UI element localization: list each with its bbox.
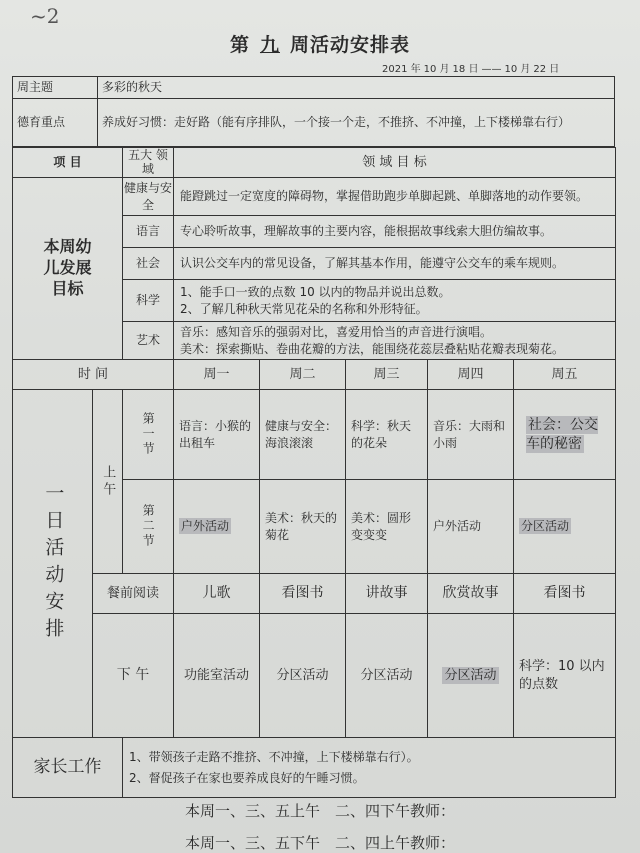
dev-goals-text: 本周幼儿发展目标 bbox=[43, 237, 92, 298]
domain-language: 语言 bbox=[123, 216, 174, 248]
day-mon: 周一 bbox=[174, 360, 260, 390]
date-end-day: 22 日 bbox=[533, 64, 560, 75]
goals-header: 领 域 目 标 bbox=[174, 148, 616, 178]
goal-health: 能蹬跳过一定宽度的障碍物，掌握借助跑步单脚起跳、单脚落地的动作要领。 bbox=[174, 178, 616, 216]
goal-science-1: 1、能手口一致的点数 10 以内的物品并说出总数。 bbox=[180, 285, 451, 300]
date-range bbox=[382, 60, 562, 75]
reading-wed: 讲故事 bbox=[346, 574, 428, 614]
p2-wed: 美术：圆形变变变 bbox=[346, 480, 428, 574]
domain-science: 科学 bbox=[123, 280, 174, 322]
p1-wed: 科学：秋天的花朵 bbox=[346, 390, 428, 480]
pm-thu-text: 分区活动 bbox=[444, 667, 497, 683]
pm-tue: 分区活动 bbox=[260, 614, 346, 738]
footer-teacher-am: 本周一、三、五上午 二、四下午教师： bbox=[184, 802, 455, 820]
p2-fri bbox=[514, 480, 616, 574]
theme-label: 周主题 bbox=[13, 77, 98, 99]
footer-teacher-pm: 本周一、三、五下午 二、四上午教师： bbox=[184, 834, 455, 852]
goal-art-2: 美术：探索撕贴、卷曲花瓣的方法，能围绕花蕊层叠粘贴花瓣表现菊花。 bbox=[180, 341, 565, 356]
pm-fri: 科学：10 以内的点数 bbox=[514, 614, 616, 738]
corner-mark: ~2 bbox=[30, 4, 60, 28]
parents-line-2: 2、督促孩子在家也要养成良好的午睡习惯。 bbox=[129, 770, 365, 785]
reading-fri: 看图书 bbox=[514, 574, 616, 614]
period-1-label bbox=[123, 390, 174, 480]
dev-goals-label bbox=[13, 178, 123, 360]
day-thu: 周四 bbox=[428, 360, 514, 390]
daily-schedule-text: 一日活动安排 bbox=[42, 482, 65, 645]
domain-health: 健康与安全 bbox=[123, 178, 174, 216]
reading-thu: 欣赏故事 bbox=[428, 574, 514, 614]
p1-thu: 音乐：大雨和小雨 bbox=[428, 390, 514, 480]
goal-language: 专心聆听故事，理解故事的主要内容，能根据故事线索大胆仿编故事。 bbox=[174, 216, 616, 248]
reading-tue: 看图书 bbox=[260, 574, 346, 614]
p2-thu: 户外活动 bbox=[428, 480, 514, 574]
title-week-number: 九 bbox=[259, 34, 280, 56]
goal-art bbox=[174, 322, 616, 360]
daily-schedule-label bbox=[13, 390, 93, 738]
goal-art-1: 音乐：感知音乐的强弱对比，喜爱用恰当的声音进行演唱。 bbox=[180, 325, 493, 340]
title-suffix: 周活动安排表 bbox=[290, 34, 411, 56]
period-2-label bbox=[123, 480, 174, 574]
afternoon-label: 下 午 bbox=[93, 614, 174, 738]
pm-mon: 功能室活动 bbox=[174, 614, 260, 738]
pm-thu bbox=[428, 614, 514, 738]
domain-art: 艺术 bbox=[123, 322, 174, 360]
p2-mon bbox=[174, 480, 260, 574]
day-fri: 周五 bbox=[514, 360, 616, 390]
day-wed: 周三 bbox=[346, 360, 428, 390]
parents-label: 家长工作 bbox=[13, 738, 123, 798]
date-year: 2021 年 bbox=[382, 64, 421, 75]
morning-label bbox=[93, 390, 123, 574]
title-prefix: 第 bbox=[229, 34, 250, 56]
day-tue: 周二 bbox=[260, 360, 346, 390]
parents-content bbox=[123, 738, 616, 798]
date-start-month: 10 月 bbox=[423, 64, 450, 75]
p1-mon: 语言：小猴的出租车 bbox=[174, 390, 260, 480]
p1-fri bbox=[514, 390, 616, 480]
goal-social: 认识公交车内的常见设备，了解其基本作用，能遵守公交车的乘车规则。 bbox=[174, 248, 616, 280]
p1-fri-text: 社会：公交车的秘密 bbox=[526, 416, 598, 452]
period-2-text: 第二节 bbox=[141, 504, 156, 549]
reading-label: 餐前阅读 bbox=[93, 574, 174, 614]
time-header: 时 间 bbox=[13, 360, 174, 390]
p2-fri-text: 分区活动 bbox=[521, 519, 570, 534]
theme-value: 多彩的秋天 bbox=[98, 77, 615, 99]
project-header: 项 目 bbox=[13, 148, 123, 178]
reading-mon: 儿歌 bbox=[174, 574, 260, 614]
date-start-day: 18 日 bbox=[452, 64, 479, 75]
moral-label: 德育重点 bbox=[13, 99, 98, 147]
domains-header: 五大 领域 bbox=[123, 148, 174, 178]
goal-science bbox=[174, 280, 616, 322]
moral-value: 养成好习惯：走好路（能有序排队，一个接一个走，不推挤、不冲撞，上下楼梯靠右行） bbox=[98, 99, 615, 147]
domain-social: 社会 bbox=[123, 248, 174, 280]
date-end-month: 10 月 bbox=[504, 64, 531, 75]
parents-line-1: 1、带领孩子走路不推挤、不冲撞，上下楼梯靠右行）。 bbox=[129, 750, 419, 765]
p2-mon-text: 户外活动 bbox=[181, 519, 230, 534]
p1-tue: 健康与安全：海浪滚滚 bbox=[260, 390, 346, 480]
page-title bbox=[0, 30, 640, 57]
header-info-table bbox=[12, 76, 615, 147]
p2-tue: 美术：秋天的菊花 bbox=[260, 480, 346, 574]
period-1-text: 第一节 bbox=[141, 412, 156, 457]
pm-wed: 分区活动 bbox=[346, 614, 428, 738]
goal-science-2: 2、了解几种秋天常见花朵的名称和外形特征。 bbox=[180, 301, 428, 316]
morning-text: 上午 bbox=[100, 464, 116, 499]
date-dash: —— bbox=[481, 64, 502, 75]
schedule-table bbox=[12, 147, 616, 798]
